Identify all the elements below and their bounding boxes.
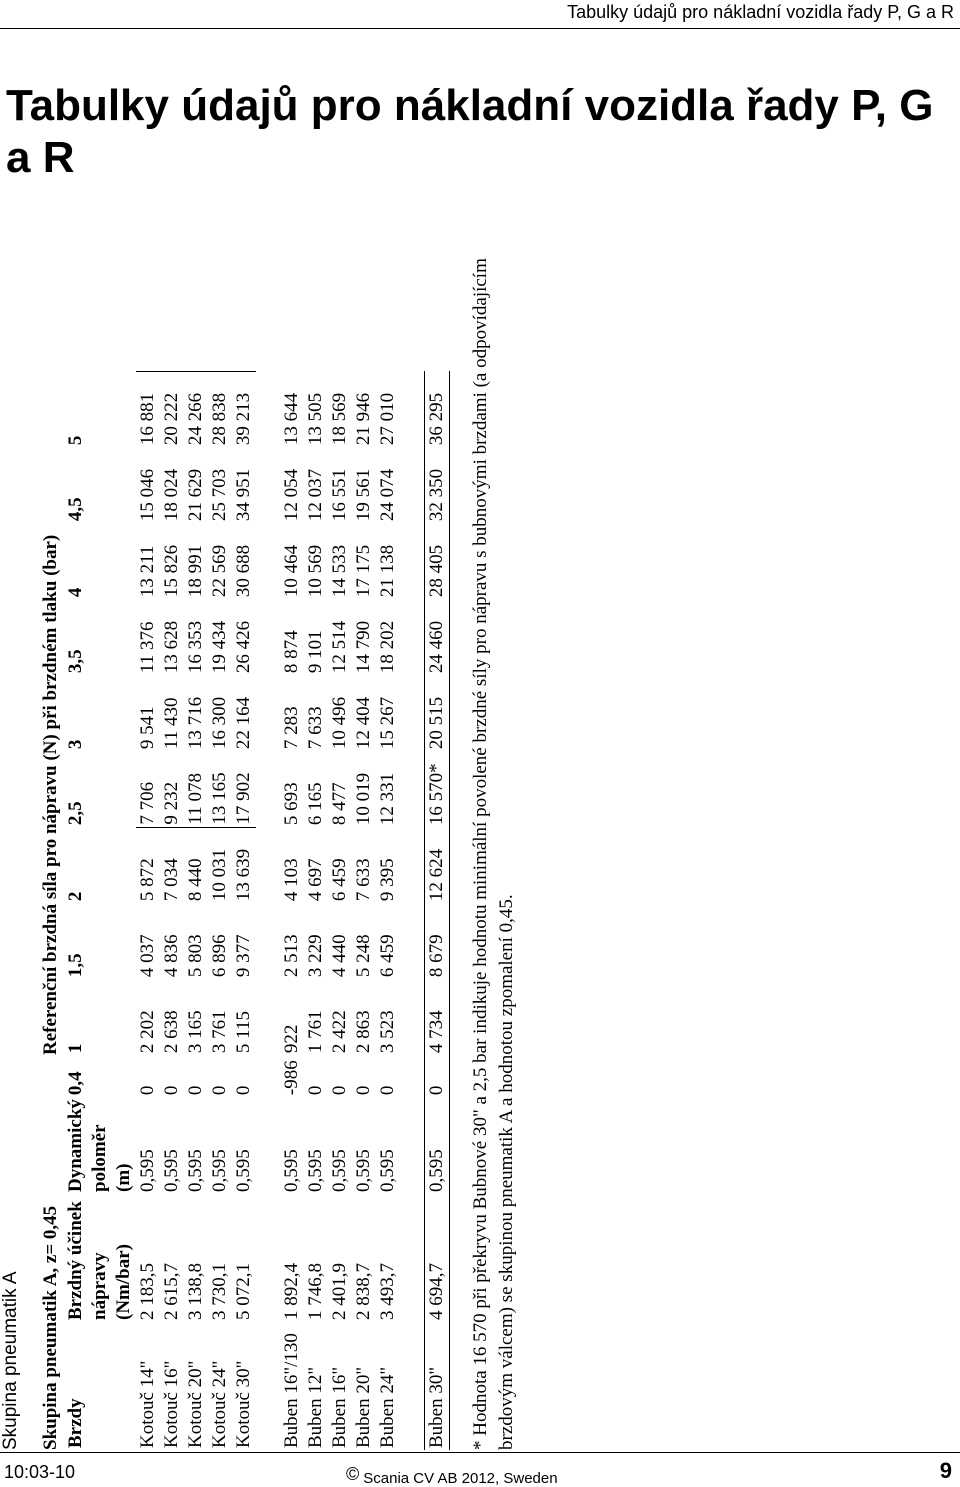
cell-radius: 0,595: [233, 1149, 254, 1192]
cell-value: 24 074: [377, 468, 398, 522]
cell-value: 10 031: [209, 848, 230, 902]
cell-factor: 2 183,5: [137, 1263, 158, 1320]
cell-value: 10 464: [281, 544, 302, 598]
cell-brake: Kotouč 30": [233, 1360, 254, 1448]
cell-value: 13 505: [305, 392, 326, 446]
header-brakes: Brzdy: [65, 1398, 86, 1448]
cell-value: 18 024: [161, 468, 182, 522]
footer-rule: [0, 1452, 960, 1453]
header-pressure: 5: [65, 435, 86, 446]
cell-value: 16 300: [209, 696, 230, 750]
cell-value: 22 569: [209, 544, 230, 598]
cell-value: 39 213: [232, 371, 256, 447]
header-pressure: 1: [65, 1043, 86, 1054]
cell-value: 0: [377, 1085, 398, 1096]
cell-value: 13 644: [281, 392, 302, 446]
cell-value: 8 679: [425, 903, 450, 979]
cell-factor: 2 615,7: [161, 1263, 182, 1320]
table-row: [376, 371, 400, 1450]
cell-value: 26 426: [233, 620, 254, 674]
cell-value: 0: [425, 1055, 450, 1097]
cell-value: 6 896: [209, 934, 230, 978]
cell-value: 3 165: [185, 1010, 206, 1054]
cell-value: 34 951: [233, 468, 254, 522]
cell-radius: 0,595: [353, 1149, 374, 1192]
cell-value: 18 569: [329, 392, 350, 446]
cell-value: 1 761: [305, 1010, 326, 1054]
cell-value: 12 404: [353, 696, 374, 750]
cell-value: 21 629: [185, 468, 206, 522]
table-row: [280, 371, 304, 1450]
cell-value: 4 697: [305, 858, 326, 902]
cell-value: -986: [281, 1060, 302, 1096]
cell-value: 0: [233, 1085, 254, 1096]
cell-value: 5 248: [353, 934, 374, 978]
cell-value: 3 761: [209, 1010, 230, 1054]
cell-value: 8 440: [185, 858, 206, 902]
cell-value: 13 211: [137, 545, 158, 598]
cell-value: 24 266: [184, 371, 208, 447]
cell-value: 10 569: [305, 544, 326, 598]
cell-value: 5 872: [137, 858, 158, 902]
cell-value: 0: [137, 1085, 158, 1096]
cell-value: 27 010: [377, 392, 398, 446]
cell-value: 4 836: [161, 934, 182, 978]
cell-value: 28 405: [425, 523, 450, 599]
cell-value: 0: [209, 1085, 230, 1096]
page-number: 9: [939, 1458, 952, 1483]
cell-brake: Buben 16": [329, 1366, 350, 1448]
table-row: [136, 371, 160, 1450]
cell-value: 17 902: [232, 751, 256, 827]
cell-brake: Buben 16"/130: [281, 1333, 302, 1448]
table-caption-right: Referenční brzdná síla pro nápravu (N) při brzdném tlaku (bar): [40, 534, 61, 1055]
cell-brake: Kotouč 20": [185, 1360, 206, 1448]
header-pressure: 0,4: [65, 1071, 86, 1096]
cell-value: 0: [305, 1085, 326, 1096]
running-head: Tabulky údajů pro nákladní vozidla řady P, G a R: [567, 2, 954, 22]
cell-value: 17 175: [353, 544, 374, 598]
cell-value: 3 229: [305, 934, 326, 978]
cell-factor: 5 072,1: [233, 1263, 254, 1320]
cell-radius: 0,595: [209, 1149, 230, 1192]
cell-value: 7 633: [353, 858, 374, 902]
cell-value: 0: [185, 1085, 206, 1096]
cell-value: 15 826: [161, 544, 182, 598]
cell-factor: 1 892,4: [281, 1263, 302, 1320]
cell-brake: Buben 20": [353, 1366, 374, 1448]
header-rule: [0, 28, 960, 29]
cell-value: 22 164: [233, 696, 254, 750]
cell-value: 12 331: [377, 772, 398, 826]
cell-value: 13 716: [185, 696, 206, 750]
cell-value: 19 434: [209, 620, 230, 674]
cell-brake: Buben 12": [305, 1366, 326, 1448]
cell-factor: 3 730,1: [209, 1263, 230, 1320]
header-pressure: 4,5: [65, 497, 86, 522]
cell-brake: Buben 30": [425, 1322, 450, 1450]
cell-value: 20 515: [425, 675, 450, 751]
cell-value: 16 353: [185, 620, 206, 674]
cell-brake: Buben 24": [377, 1366, 398, 1448]
cell-value: 2 422: [329, 1010, 350, 1054]
table-row: [184, 371, 208, 1450]
cell-value: 7 283: [281, 706, 302, 750]
header-radius: Dynamický poloměr (m): [65, 1099, 134, 1192]
cell-value: 13 165: [208, 751, 232, 827]
cell-radius: 0,595: [161, 1149, 182, 1192]
cell-value: 28 838: [208, 371, 232, 447]
cell-value: 9 232: [160, 751, 184, 827]
header-pressure: 2,5: [65, 801, 86, 826]
header-pressure: 1,5: [65, 953, 86, 978]
cell-radius: 0,595: [329, 1149, 350, 1192]
cell-value: 16 551: [329, 468, 350, 522]
cell-value: 12 514: [329, 620, 350, 674]
cell-value: 21 946: [353, 392, 374, 446]
cell-brake: Kotouč 14": [137, 1360, 158, 1448]
cell-value: 9 541: [137, 706, 158, 750]
cell-value: 2 202: [137, 1010, 158, 1054]
cell-value: 25 703: [209, 468, 230, 522]
table-row: [232, 371, 256, 1450]
header-pressure: 3,5: [65, 649, 86, 674]
cell-brake: Kotouč 24": [209, 1360, 230, 1448]
cell-value: 14 533: [329, 544, 350, 598]
cell-value: 19 561: [353, 468, 374, 522]
cell-value: 7 633: [305, 706, 326, 750]
cell-value: 5 115: [233, 1011, 254, 1054]
cell-factor: 2 838,7: [353, 1263, 374, 1320]
cell-brake: Kotouč 16": [161, 1360, 182, 1448]
table-row: [208, 371, 232, 1450]
cell-value: 3 523: [377, 1010, 398, 1054]
cell-value: 8 477: [329, 782, 350, 826]
cell-value: 11 430: [161, 697, 182, 750]
footer-document-code: 10:03-10: [4, 1462, 76, 1482]
cell-factor: 1 746,8: [305, 1263, 326, 1320]
rotated-table-area: [0, 210, 545, 1450]
copyright-symbol: ©: [346, 1464, 360, 1484]
cell-radius: 0,595: [281, 1149, 302, 1192]
cell-radius: 0,595: [305, 1149, 326, 1192]
cell-value: 2 863: [353, 1010, 374, 1054]
cell-value: 12 037: [305, 468, 326, 522]
header-pressure: 4: [65, 587, 86, 598]
cell-value: 16 881: [136, 371, 160, 447]
cell-value: 15 267: [377, 696, 398, 750]
cell-value: 0: [329, 1085, 350, 1096]
cell-radius: 0,595: [185, 1149, 206, 1192]
cell-value: 10 496: [329, 696, 350, 750]
cell-value: 922: [281, 1024, 302, 1054]
cell-value: 7 706: [136, 751, 160, 827]
cell-factor: 4 694,7: [425, 1194, 450, 1322]
cell-value: 0: [161, 1085, 182, 1096]
cell-value: 13 628: [161, 620, 182, 674]
cell-value: 5 693: [281, 782, 302, 826]
cell-value: 9 395: [377, 858, 398, 902]
cell-value: 21 138: [377, 544, 398, 598]
brake-force-table: [64, 371, 450, 1450]
cell-value: 6 165: [305, 782, 326, 826]
cell-value: 18 202: [377, 620, 398, 674]
cell-value: 2 513: [281, 934, 302, 978]
cell-radius: 0,595: [377, 1149, 398, 1192]
cell-value: 8 874: [281, 630, 302, 674]
cell-value: 20 222: [160, 371, 184, 447]
header-pressure: 2: [65, 891, 86, 902]
table-row: [160, 371, 184, 1450]
cell-value: 30 688: [233, 544, 254, 598]
header-factor: Brzdný účinek nápravy (Nm/bar): [65, 1201, 134, 1320]
footnote: * Hodnota 16 570 při překryvu Bubnové 30" a 2,5 bar indikuje hodnotu minimální povolené brzdné síly pro nápravu s bubnovými brzdami (a odpovídajícím brzdovým válcem) se skupinou pneumatik A a hodnotou zpomalení 0,45.: [470, 258, 517, 1450]
section-title: Skupina pneumatik A: [0, 1271, 21, 1450]
cell-value: 14 790: [353, 620, 374, 674]
cell-value: 10 019: [353, 772, 374, 826]
cell-value: 18 991: [185, 544, 206, 598]
table-row: [304, 371, 328, 1450]
page-title: Tabulky údajů pro nákladní vozidla řady P, G a R: [6, 81, 934, 182]
cell-value: 7 034: [161, 858, 182, 902]
group-spacer: [256, 371, 280, 1450]
cell-value: 32 350: [425, 447, 450, 523]
cell-factor: 3 138,8: [185, 1263, 206, 1320]
cell-value: 9 101: [305, 630, 326, 674]
cell-value: 4 103: [281, 858, 302, 902]
cell-value: 9 377: [233, 934, 254, 978]
cell-value: 12 624: [425, 827, 450, 903]
cell-value: 5 803: [185, 934, 206, 978]
cell-value: 24 460: [425, 599, 450, 675]
footer-copyright: [346, 1466, 558, 1487]
cell-value: 0: [353, 1085, 374, 1096]
table-row: [425, 371, 450, 1450]
header-pressure: 3: [65, 739, 86, 750]
table-header-row: [64, 371, 136, 1450]
cell-value: 13 639: [233, 848, 254, 902]
cell-value: 6 459: [377, 934, 398, 978]
cell-value: 16 570*: [425, 751, 450, 827]
table-row: [352, 371, 376, 1450]
cell-value: 4 440: [329, 934, 350, 978]
table-row: [328, 371, 352, 1450]
cell-value: 4 734: [425, 979, 450, 1055]
copyright-text: Scania CV AB 2012, Sweden: [363, 1470, 558, 1487]
cell-radius: 0,595: [137, 1149, 158, 1192]
cell-value: 15 046: [137, 468, 158, 522]
cell-value: 11 376: [137, 621, 158, 674]
cell-value: 11 078: [184, 751, 208, 827]
cell-value: 6 459: [329, 858, 350, 902]
table-caption-left: Skupina pneumatik A, z= 0,45: [40, 1205, 61, 1450]
cell-radius: 0,595: [425, 1097, 450, 1194]
cell-factor: 3 493,7: [377, 1263, 398, 1320]
cell-value: 2 638: [161, 1010, 182, 1054]
cell-value: 4 037: [137, 934, 158, 978]
group-spacer: [400, 371, 425, 1450]
cell-factor: 2 401,9: [329, 1263, 350, 1320]
cell-value: 12 054: [281, 468, 302, 522]
cell-value: 36 295: [425, 371, 450, 447]
